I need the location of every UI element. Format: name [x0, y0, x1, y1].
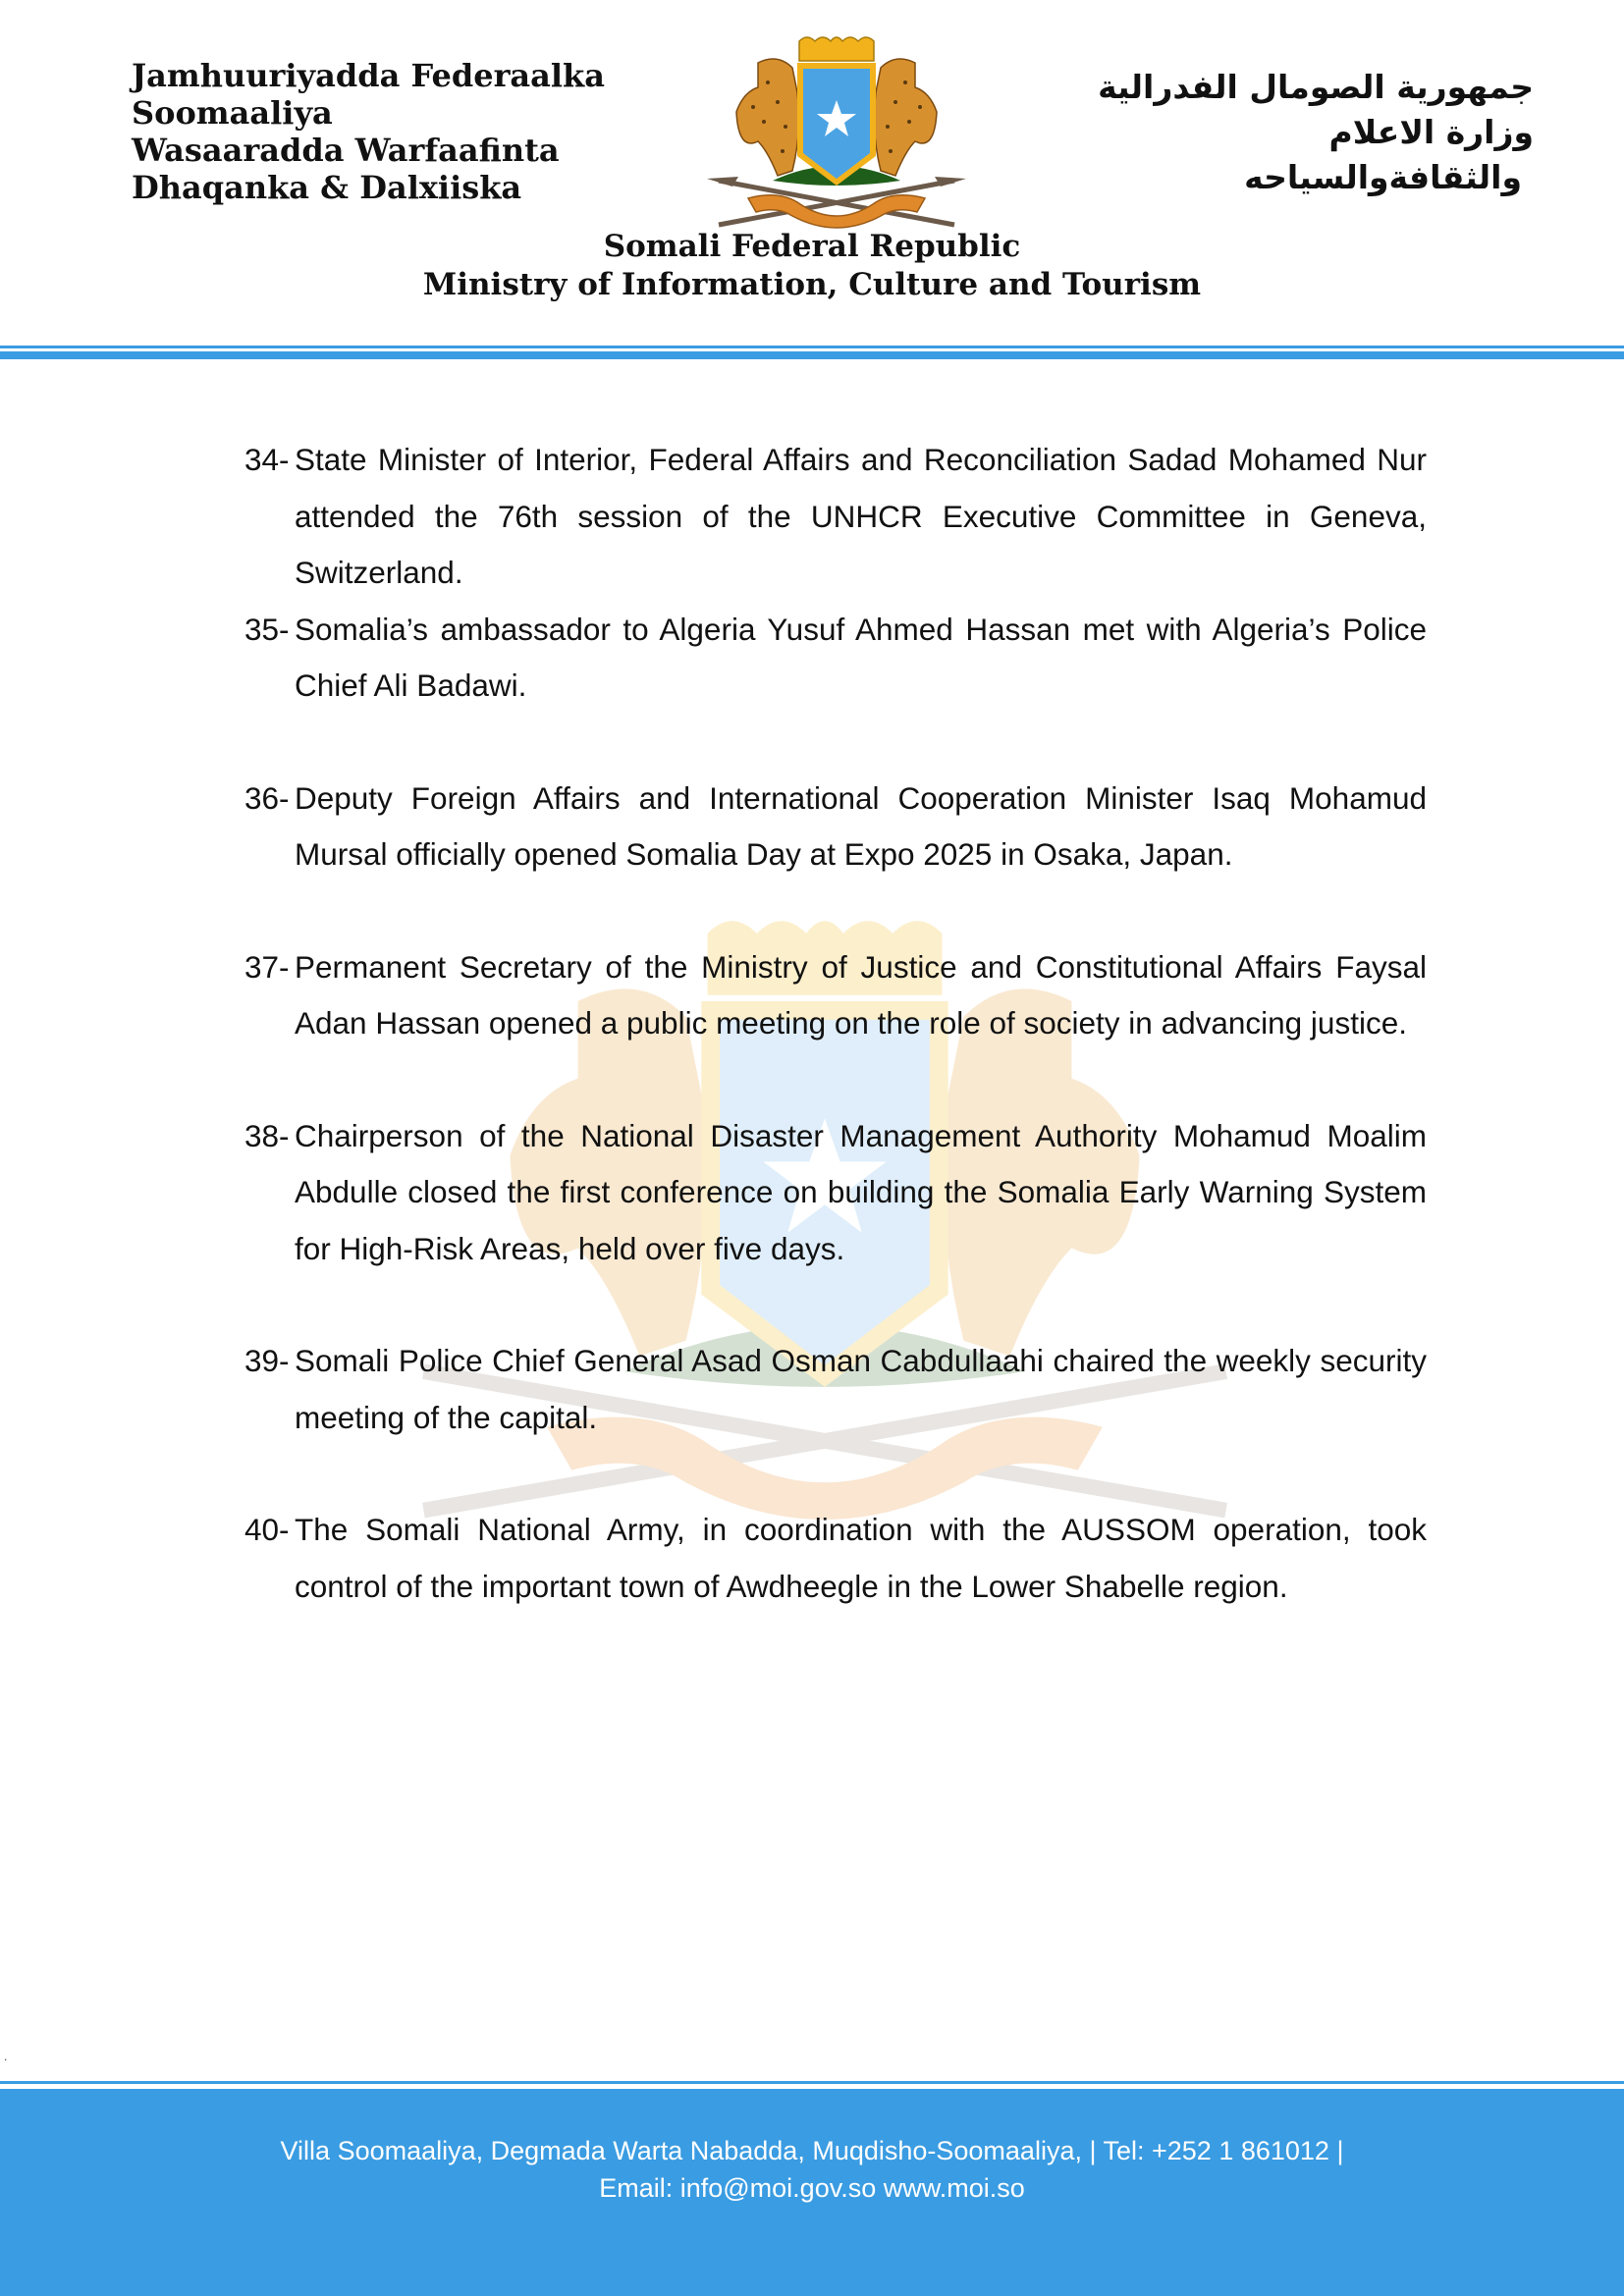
header-arabic-block [1023, 65, 1534, 200]
news-item [244, 1108, 1427, 1278]
header-arabic-line: جمهورية الصومال الفدرالية [1098, 68, 1534, 106]
news-item-number: 39- [244, 1343, 290, 1378]
header-arabic-line: وزارة الاعلام [1328, 113, 1534, 151]
header-arabic-line: والثقافةوالسياحه [1244, 158, 1522, 196]
news-items-list [244, 432, 1427, 1615]
header-somali-line: Wasaaradda Warfaafinta [132, 132, 560, 169]
somalia-coat-of-arms-icon [699, 33, 974, 230]
news-item-number: 35- [244, 611, 290, 647]
footer-divider-thin [0, 2081, 1624, 2084]
news-item-text: Permanent Secretary of the Ministry of Justice and Constitutional Affairs Faysal Adan Hassan opened a public meeting on the role of society in advancing justice. [295, 948, 1427, 1041]
news-item [244, 771, 1427, 883]
header-divider-thin [0, 346, 1624, 348]
header-somali-line: Jamhuuriyadda Federaalka [132, 57, 605, 94]
stray-mark: . [4, 2050, 8, 2063]
header-divider-thick [0, 351, 1624, 359]
news-item-number: 40- [244, 1512, 290, 1547]
news-item-number: 38- [244, 1117, 290, 1153]
news-item [244, 602, 1427, 715]
news-item-text: State Minister of Interior, Federal Affairs and Reconciliation Sadad Mohamed Nur attended the 76th session of the UNHCR Executive Committee in Geneva, Switzerland. [295, 442, 1427, 590]
header-somali-line: Soomaaliya [132, 94, 333, 132]
news-item-text: Somali Police Chief General Asad Osman Cabdullaahi chaired the weekly security meeting of the capital. [295, 1343, 1427, 1435]
news-item-number: 36- [244, 779, 290, 816]
news-item-text: The Somali National Army, in coordination with the AUSSOM operation, took control of the important town of Awdheegle in the Lower Shabelle region. [295, 1512, 1427, 1604]
news-item-number: 37- [244, 948, 290, 985]
header-english-title: Somali Federal Republic [603, 229, 1021, 264]
footer-address: Villa Soomaaliya, Degmada Warta Nabadda, Muqdisho-Soomaaliya, | Tel: +252 1 861012 | [280, 2136, 1344, 2165]
header-english-block [0, 228, 1624, 304]
header-somali-block [132, 57, 605, 206]
news-item [244, 939, 1427, 1052]
header-somali-line: Dhaqanka & Dalxiiska [132, 169, 522, 206]
header-english-subtitle: Ministry of Information, Culture and Tourism [422, 267, 1202, 302]
news-item-text: Somalia’s ambassador to Algeria Yusuf Ahmed Hassan met with Algeria’s Police Chief Ali Badawi. [295, 611, 1427, 703]
footer-bar [0, 2089, 1624, 2296]
news-item-text: Chairperson of the National Disaster Management Authority Mohamud Moalim Abdulle closed the first conference on building the Somalia Early Warning System for High-Risk Areas, held over five days. [295, 1117, 1427, 1266]
news-item [244, 432, 1427, 602]
news-item-text: Deputy Foreign Affairs and International Cooperation Minister Isaq Mohamud Mursal officially opened Somalia Day at Expo 2025 in Osaka, Japan. [295, 779, 1427, 872]
news-item-number: 34- [244, 442, 290, 477]
news-item [244, 1333, 1427, 1446]
news-item [244, 1502, 1427, 1615]
footer-contact: Email: info@moi.gov.so www.moi.so [599, 2173, 1025, 2203]
